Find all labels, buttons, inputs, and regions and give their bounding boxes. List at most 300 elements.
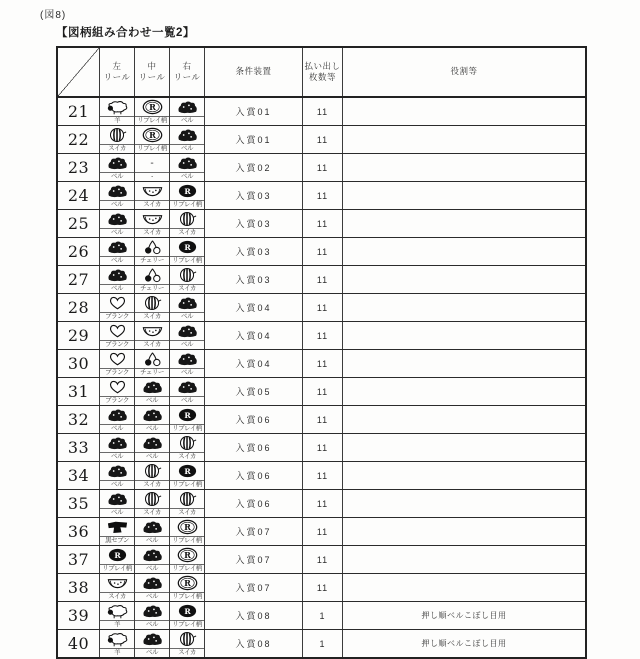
left-reel-cell bbox=[100, 238, 135, 266]
left-reel-cell bbox=[100, 490, 135, 518]
payout-count-cell: 11 bbox=[303, 182, 343, 210]
right-reel-cell bbox=[170, 154, 205, 182]
right-reel-cell bbox=[170, 630, 205, 659]
sheep-icon bbox=[100, 98, 134, 117]
symbol-caption: ベル bbox=[111, 425, 123, 432]
bell-icon bbox=[170, 294, 204, 313]
condition-device-cell: 入賞03 bbox=[205, 210, 303, 238]
role-cell bbox=[343, 518, 587, 546]
payout-count-cell: 11 bbox=[303, 350, 343, 378]
bell-icon bbox=[170, 98, 204, 117]
left-reel-cell bbox=[100, 322, 135, 350]
header-middle-reel: 中 リール bbox=[135, 47, 170, 97]
table-row bbox=[57, 490, 586, 518]
condition-device-cell: 入賞04 bbox=[205, 294, 303, 322]
right-reel-cell bbox=[170, 546, 205, 574]
svg-text:R: R bbox=[183, 242, 191, 252]
payout-count-cell: 11 bbox=[303, 574, 343, 602]
symbol-caption: ベル bbox=[181, 369, 193, 376]
left-reel-cell bbox=[100, 518, 135, 546]
symbol-caption: ベル bbox=[111, 509, 123, 516]
payout-count-cell: 11 bbox=[303, 462, 343, 490]
header-role: 役割等 bbox=[343, 47, 587, 97]
symbol-caption: ベル bbox=[111, 257, 123, 264]
symbol-caption: ブランク bbox=[105, 397, 129, 404]
header-row bbox=[57, 47, 586, 97]
table-row bbox=[57, 294, 586, 322]
left-reel-cell bbox=[100, 154, 135, 182]
middle-reel-cell bbox=[135, 574, 170, 602]
row-number: 26 bbox=[57, 238, 100, 266]
dark-oval-icon bbox=[170, 602, 204, 621]
middle-reel-cell bbox=[135, 294, 170, 322]
symbol-caption: スイカ bbox=[143, 201, 161, 208]
replay-r-icon bbox=[135, 126, 169, 145]
heart-icon bbox=[100, 322, 134, 341]
heart-icon bbox=[100, 350, 134, 369]
symbol-caption: リプレイ柄 bbox=[137, 117, 167, 124]
symbol-caption: スイカ bbox=[178, 649, 196, 656]
watermelon-whole-icon bbox=[135, 462, 169, 481]
left-reel-cell bbox=[100, 630, 135, 659]
symbol-caption: ベル bbox=[146, 565, 158, 572]
dark-oval-icon bbox=[170, 462, 204, 481]
left-reel-cell bbox=[100, 97, 135, 126]
table-row bbox=[57, 350, 586, 378]
page-title: 【図柄組み合わせ一覧2】 bbox=[56, 27, 195, 39]
role-cell bbox=[343, 294, 587, 322]
left-reel-cell bbox=[100, 434, 135, 462]
symbol-caption: リプレイ柄 bbox=[172, 481, 202, 488]
symbol-caption: リプレイ柄 bbox=[172, 621, 202, 628]
symbol-caption: 羊 bbox=[114, 117, 120, 124]
middle-reel-cell bbox=[135, 462, 170, 490]
role-cell bbox=[343, 126, 587, 154]
middle-reel-cell bbox=[135, 266, 170, 294]
symbol-caption: ブランク bbox=[105, 341, 129, 348]
right-reel-cell bbox=[170, 602, 205, 630]
payout-count-cell: 11 bbox=[303, 238, 343, 266]
symbol-caption: ベル bbox=[146, 537, 158, 544]
table-row bbox=[57, 406, 586, 434]
symbol-caption: スイカ bbox=[143, 313, 161, 320]
symbol-caption: リプレイ柄 bbox=[172, 425, 202, 432]
right-reel-cell bbox=[170, 434, 205, 462]
bell-icon bbox=[170, 350, 204, 369]
role-cell bbox=[343, 546, 587, 574]
role-cell bbox=[343, 434, 587, 462]
role-cell bbox=[343, 182, 587, 210]
watermelon-whole-icon bbox=[135, 490, 169, 509]
watermelon-whole-icon bbox=[170, 490, 204, 509]
symbol-caption: ベル bbox=[181, 313, 193, 320]
watermelon-whole-icon bbox=[100, 126, 134, 145]
middle-reel-cell bbox=[135, 238, 170, 266]
symbol-caption: ベル bbox=[111, 285, 123, 292]
table-row bbox=[57, 97, 586, 126]
symbol-caption: スイカ bbox=[143, 229, 161, 236]
table-row bbox=[57, 434, 586, 462]
row-number: 32 bbox=[57, 406, 100, 434]
right-reel-cell bbox=[170, 97, 205, 126]
payout-count-cell: 11 bbox=[303, 406, 343, 434]
header-payout-count: 払い出し 枚数等 bbox=[303, 47, 343, 97]
symbol-caption: 羊 bbox=[114, 649, 120, 656]
row-number: 24 bbox=[57, 182, 100, 210]
row-number: 29 bbox=[57, 322, 100, 350]
symbol-caption: ベル bbox=[181, 145, 193, 152]
watermelon-whole-icon bbox=[170, 210, 204, 229]
condition-device-cell: 入賞08 bbox=[205, 602, 303, 630]
symbol-caption: ブランク bbox=[105, 369, 129, 376]
table-row bbox=[57, 238, 586, 266]
header-right-reel: 右 リール bbox=[170, 47, 205, 97]
role-cell bbox=[343, 266, 587, 294]
condition-device-cell: 入賞02 bbox=[205, 154, 303, 182]
middle-reel-cell bbox=[135, 126, 170, 154]
payout-count-cell: 11 bbox=[303, 154, 343, 182]
dark-oval-icon bbox=[170, 406, 204, 425]
row-number: 35 bbox=[57, 490, 100, 518]
right-reel-cell bbox=[170, 294, 205, 322]
symbol-caption: スイカ bbox=[108, 593, 126, 600]
replay-r-icon bbox=[170, 574, 204, 593]
condition-device-cell: 入賞05 bbox=[205, 378, 303, 406]
symbol-caption: ベル bbox=[146, 621, 158, 628]
symbol-caption: リプレイ柄 bbox=[172, 537, 202, 544]
table-row bbox=[57, 602, 586, 630]
table-row bbox=[57, 182, 586, 210]
condition-device-cell: 入賞06 bbox=[205, 462, 303, 490]
condition-device-cell: 入賞07 bbox=[205, 518, 303, 546]
table-row bbox=[57, 462, 586, 490]
middle-reel-cell bbox=[135, 322, 170, 350]
row-number: 21 bbox=[57, 97, 100, 126]
role-cell bbox=[343, 462, 587, 490]
bell-icon bbox=[100, 490, 134, 509]
table-row bbox=[57, 154, 586, 182]
bell-icon bbox=[170, 322, 204, 341]
right-reel-cell bbox=[170, 322, 205, 350]
symbol-caption: ブランク bbox=[105, 313, 129, 320]
middle-reel-cell bbox=[135, 97, 170, 126]
symbol-caption: ベル bbox=[181, 117, 193, 124]
bell-icon bbox=[170, 378, 204, 397]
symbol-caption: リプレイ柄 bbox=[137, 145, 167, 152]
row-number: 40 bbox=[57, 630, 100, 659]
symbol-caption: ベル bbox=[146, 593, 158, 600]
bell-icon bbox=[100, 266, 134, 285]
symbol-caption: ベル bbox=[181, 173, 193, 180]
role-cell bbox=[343, 322, 587, 350]
left-reel-cell bbox=[100, 126, 135, 154]
svg-text:R: R bbox=[148, 101, 156, 112]
middle-reel-cell bbox=[135, 546, 170, 574]
table-row bbox=[57, 322, 586, 350]
symbol-caption: ベル bbox=[146, 649, 158, 656]
payout-count-cell: 11 bbox=[303, 266, 343, 294]
role-cell: 押し順ベルこぼし目用 bbox=[343, 602, 587, 630]
left-reel-cell bbox=[100, 210, 135, 238]
watermelon-slice-icon bbox=[135, 182, 169, 201]
table-row bbox=[57, 266, 586, 294]
symbol-caption: リプレイ柄 bbox=[172, 201, 202, 208]
role-cell bbox=[343, 350, 587, 378]
symbol-caption: ベル bbox=[181, 397, 193, 404]
bell-icon bbox=[100, 462, 134, 481]
row-number: 23 bbox=[57, 154, 100, 182]
replay-r-icon bbox=[135, 98, 169, 117]
role-cell bbox=[343, 238, 587, 266]
condition-device-cell: 入賞01 bbox=[205, 97, 303, 126]
bell-icon bbox=[100, 406, 134, 425]
left-reel-cell bbox=[100, 602, 135, 630]
symbol-caption: リプレイ柄 bbox=[172, 593, 202, 600]
payout-count-cell: 11 bbox=[303, 210, 343, 238]
table-row bbox=[57, 546, 586, 574]
bell-icon bbox=[135, 574, 169, 593]
symbol-caption: スイカ bbox=[178, 509, 196, 516]
role-cell: 押し順ベルこぼし目用 bbox=[343, 630, 587, 659]
symbol-caption: ベル bbox=[111, 173, 123, 180]
svg-text:R: R bbox=[148, 129, 156, 140]
table-row bbox=[57, 210, 586, 238]
middle-reel-cell bbox=[135, 350, 170, 378]
cherry-icon bbox=[135, 350, 169, 369]
header-condition-device: 条件装置 bbox=[205, 47, 303, 97]
table-row bbox=[57, 378, 586, 406]
sheep-icon bbox=[100, 602, 134, 621]
row-number: 37 bbox=[57, 546, 100, 574]
row-number: 25 bbox=[57, 210, 100, 238]
symbol-caption: ベル bbox=[181, 341, 193, 348]
condition-device-cell: 入賞03 bbox=[205, 182, 303, 210]
role-cell bbox=[343, 210, 587, 238]
heart-icon bbox=[100, 294, 134, 313]
right-reel-cell bbox=[170, 518, 205, 546]
row-number: 39 bbox=[57, 602, 100, 630]
symbol-caption: スイカ bbox=[108, 145, 126, 152]
replay-r-icon bbox=[170, 518, 204, 537]
symbol-caption: 黒セブン bbox=[105, 537, 129, 544]
table-row bbox=[57, 574, 586, 602]
condition-device-cell: 入賞07 bbox=[205, 546, 303, 574]
symbol-caption: スイカ bbox=[178, 285, 196, 292]
symbol-caption: - bbox=[151, 173, 153, 180]
right-reel-cell bbox=[170, 406, 205, 434]
payout-count-cell: 11 bbox=[303, 490, 343, 518]
right-reel-cell bbox=[170, 210, 205, 238]
svg-text:R: R bbox=[183, 549, 191, 560]
symbol-caption: ベル bbox=[146, 453, 158, 460]
right-reel-cell bbox=[170, 378, 205, 406]
symbol-caption: リプレイ柄 bbox=[172, 565, 202, 572]
row-number: 22 bbox=[57, 126, 100, 154]
left-reel-cell bbox=[100, 406, 135, 434]
bell-icon bbox=[100, 210, 134, 229]
middle-reel-cell bbox=[135, 630, 170, 659]
symbol-caption: チェリー bbox=[140, 257, 164, 264]
condition-device-cell: 入賞07 bbox=[205, 574, 303, 602]
watermelon-slice-icon bbox=[135, 322, 169, 341]
replay-r-icon bbox=[170, 546, 204, 565]
symbol-caption: スイカ bbox=[143, 481, 161, 488]
middle-reel-cell bbox=[135, 406, 170, 434]
middle-reel-cell bbox=[135, 210, 170, 238]
role-cell bbox=[343, 490, 587, 518]
symbol-caption: スイカ bbox=[143, 341, 161, 348]
dark-oval-icon bbox=[170, 238, 204, 257]
symbol-caption: ベル bbox=[111, 453, 123, 460]
symbol-caption: ベル bbox=[111, 229, 123, 236]
svg-text:R: R bbox=[183, 577, 191, 588]
middle-reel-cell bbox=[135, 154, 170, 182]
condition-device-cell: 入賞04 bbox=[205, 322, 303, 350]
payout-count-cell: 1 bbox=[303, 602, 343, 630]
table-body bbox=[57, 97, 586, 658]
row-number: 27 bbox=[57, 266, 100, 294]
watermelon-whole-icon bbox=[170, 266, 204, 285]
symbol-caption: スイカ bbox=[178, 229, 196, 236]
payout-count-cell: 11 bbox=[303, 434, 343, 462]
right-reel-cell bbox=[170, 238, 205, 266]
payout-count-cell: 11 bbox=[303, 97, 343, 126]
left-reel-cell bbox=[100, 294, 135, 322]
bell-icon bbox=[135, 518, 169, 537]
svg-text:R: R bbox=[183, 606, 191, 616]
payout-count-cell: 11 bbox=[303, 546, 343, 574]
cherry-icon bbox=[135, 238, 169, 257]
middle-reel-cell bbox=[135, 602, 170, 630]
bell-icon bbox=[135, 378, 169, 397]
payout-count-cell: 11 bbox=[303, 126, 343, 154]
payout-count-cell: 11 bbox=[303, 322, 343, 350]
payout-count-cell: 11 bbox=[303, 518, 343, 546]
condition-device-cell: 入賞03 bbox=[205, 266, 303, 294]
right-reel-cell bbox=[170, 350, 205, 378]
middle-reel-cell bbox=[135, 378, 170, 406]
left-reel-cell bbox=[100, 574, 135, 602]
payout-count-cell: 1 bbox=[303, 630, 343, 659]
right-reel-cell bbox=[170, 126, 205, 154]
watermelon-whole-icon bbox=[135, 294, 169, 313]
row-number: 36 bbox=[57, 518, 100, 546]
condition-device-cell: 入賞06 bbox=[205, 434, 303, 462]
left-reel-cell bbox=[100, 182, 135, 210]
condition-device-cell: 入賞06 bbox=[205, 406, 303, 434]
right-reel-cell bbox=[170, 266, 205, 294]
svg-text:R: R bbox=[113, 550, 121, 560]
row-number: 38 bbox=[57, 574, 100, 602]
figure-label: (図8) bbox=[40, 10, 67, 21]
cherry-icon bbox=[135, 266, 169, 285]
svg-text:R: R bbox=[183, 466, 191, 476]
bell-icon bbox=[100, 182, 134, 201]
symbol-caption: ベル bbox=[111, 201, 123, 208]
right-reel-cell bbox=[170, 574, 205, 602]
svg-text:R: R bbox=[183, 410, 191, 420]
right-reel-cell bbox=[170, 182, 205, 210]
right-reel-cell bbox=[170, 462, 205, 490]
svg-text:R: R bbox=[183, 186, 191, 196]
middle-reel-cell bbox=[135, 182, 170, 210]
symbol-caption: リプレイ柄 bbox=[172, 257, 202, 264]
dash-icon: - bbox=[135, 154, 169, 173]
condition-device-cell: 入賞03 bbox=[205, 238, 303, 266]
symbol-caption: ベル bbox=[146, 397, 158, 404]
left-reel-cell bbox=[100, 462, 135, 490]
condition-device-cell: 入賞01 bbox=[205, 126, 303, 154]
watermelon-slice-icon bbox=[100, 574, 134, 593]
payout-count-cell: 11 bbox=[303, 294, 343, 322]
middle-reel-cell bbox=[135, 518, 170, 546]
bell-icon bbox=[135, 602, 169, 621]
left-reel-cell bbox=[100, 266, 135, 294]
symbol-caption: チェリー bbox=[140, 285, 164, 292]
condition-device-cell: 入賞06 bbox=[205, 490, 303, 518]
symbol-caption: リプレイ柄 bbox=[102, 565, 132, 572]
condition-device-cell: 入賞04 bbox=[205, 350, 303, 378]
bell-icon bbox=[170, 126, 204, 145]
black-seven-icon bbox=[100, 518, 134, 537]
corner-diagonal-cell bbox=[57, 47, 100, 97]
middle-reel-cell bbox=[135, 490, 170, 518]
header-left-reel: 左 リール bbox=[100, 47, 135, 97]
row-number: 31 bbox=[57, 378, 100, 406]
symbol-combination-table bbox=[56, 46, 587, 659]
bell-icon bbox=[135, 546, 169, 565]
row-number: 28 bbox=[57, 294, 100, 322]
bell-icon bbox=[100, 434, 134, 453]
right-reel-cell bbox=[170, 490, 205, 518]
row-number: 34 bbox=[57, 462, 100, 490]
bell-icon bbox=[135, 434, 169, 453]
role-cell bbox=[343, 154, 587, 182]
row-number: 30 bbox=[57, 350, 100, 378]
middle-reel-cell bbox=[135, 434, 170, 462]
table-row bbox=[57, 630, 586, 659]
bell-icon bbox=[170, 154, 204, 173]
watermelon-whole-icon bbox=[170, 434, 204, 453]
table-header bbox=[57, 47, 586, 97]
heart-icon bbox=[100, 378, 134, 397]
symbol-caption: ベル bbox=[111, 481, 123, 488]
role-cell bbox=[343, 97, 587, 126]
watermelon-slice-icon bbox=[135, 210, 169, 229]
symbol-caption: チェリー bbox=[140, 369, 164, 376]
left-reel-cell bbox=[100, 546, 135, 574]
row-number: 33 bbox=[57, 434, 100, 462]
symbol-caption: 羊 bbox=[114, 621, 120, 628]
svg-text:R: R bbox=[183, 521, 191, 532]
symbol-caption: スイカ bbox=[143, 509, 161, 516]
dark-oval-icon bbox=[170, 182, 204, 201]
role-cell bbox=[343, 378, 587, 406]
left-reel-cell bbox=[100, 378, 135, 406]
symbol-caption: ベル bbox=[146, 425, 158, 432]
role-cell bbox=[343, 406, 587, 434]
role-cell bbox=[343, 574, 587, 602]
bell-icon bbox=[135, 406, 169, 425]
bell-icon bbox=[100, 154, 134, 173]
payout-count-cell: 11 bbox=[303, 378, 343, 406]
table-row bbox=[57, 518, 586, 546]
bell-icon bbox=[100, 238, 134, 257]
dark-oval-icon bbox=[100, 546, 134, 565]
table-row bbox=[57, 126, 586, 154]
symbol-caption: スイカ bbox=[178, 453, 196, 460]
condition-device-cell: 入賞08 bbox=[205, 630, 303, 659]
